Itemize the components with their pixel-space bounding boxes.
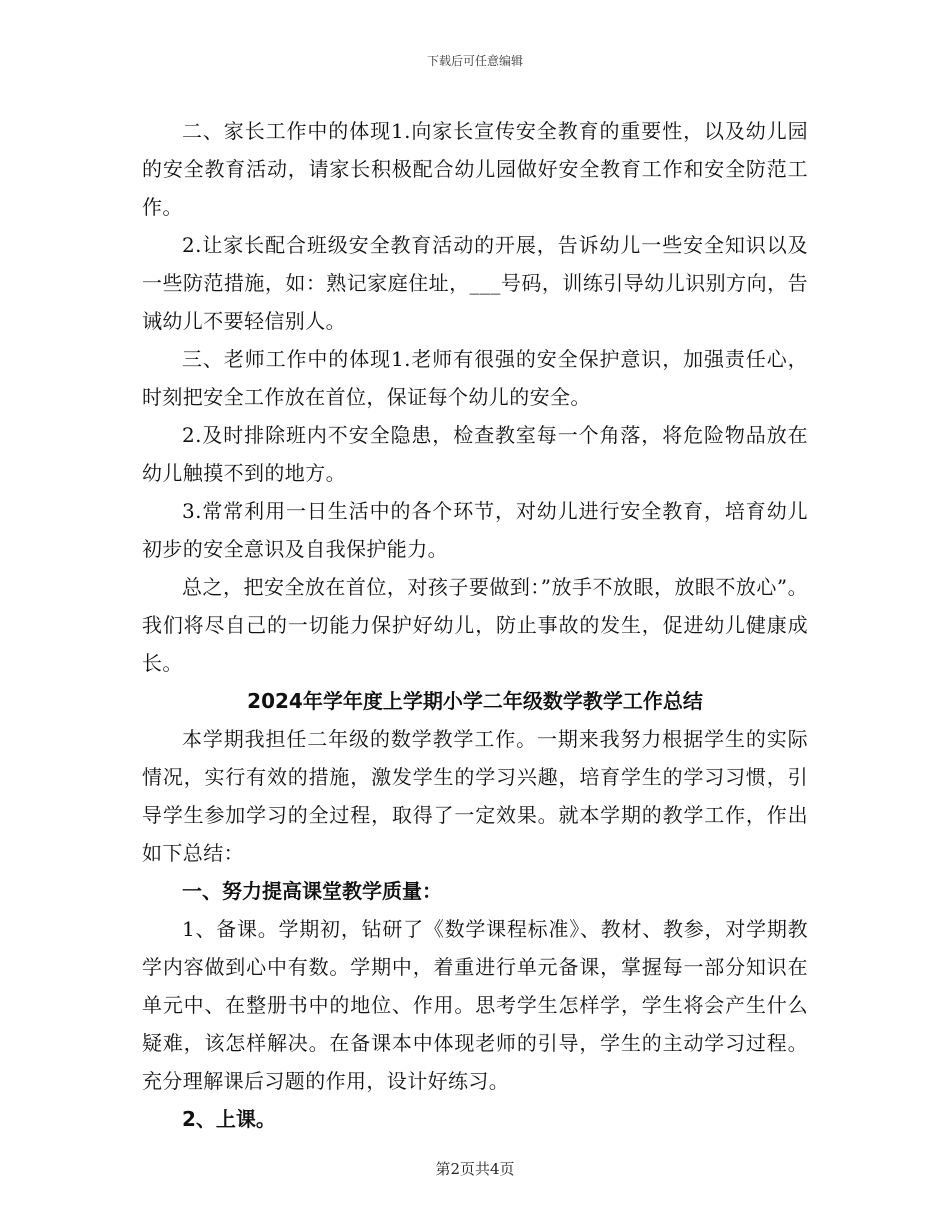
paragraph-remove-hazards: 2.及时排除班内不安全隐患，检查教室每一个角落，将危险物品放在幼儿触摸不到的地方。 [142, 423, 808, 485]
paragraph-parent-cooperation: 2.让家长配合班级安全教育活动的开展，告诉幼儿一些安全知识以及一些防范措施，如：熟记家庭住址，___号码，训练引导幼儿识别方向，告诫幼儿不要轻信别人。 [142, 233, 808, 333]
section-title: 2024年学年度上学期小学二年级数学教学工作总结 [247, 689, 703, 713]
paragraph-teacher-work: 三、老师工作中的体现1.老师有很强的安全保护意识，加强责任心，时刻把安全工作放在首位，保证每个幼儿的安全。 [142, 347, 808, 409]
paragraph-summary: 总之，把安全放在首位，对孩子要做到：”放手不放眼，放眼不放心”。我们将尽自己的一切能力保护好幼儿，防止事故的发生，促进幼儿健康成长。 [142, 575, 808, 675]
heading-class: 2、上课。 [182, 1107, 276, 1131]
paragraph-daily-education: 3.常常利用一日生活中的各个环节，对幼儿进行安全教育，培育幼儿初步的安全意识及自我保护能力。 [142, 499, 808, 561]
paragraph-lesson-prep: 1、备课。学期初，钻研了《数学课程标准》、教材、教参，对学期教学内容做到心中有数。学期中，着重进行单元备课，掌握每一部分知识在单元中、在整册书中的地位、作用。思考学生怎样学，学生将会产生什么疑难，该怎样解决。在备课本中体现老师的引导，学生的主动学习过程。充分理解课后习题的作用，设计好练习。 [142, 917, 808, 1093]
header-note: 下载后可任意编辑 [426, 54, 523, 68]
heading-improve-quality: 一、努力提高课堂教学质量： [182, 879, 442, 903]
paragraph-parent-work: 二、家长工作中的体现1.向家长宣传安全教育的重要性，以及幼儿园的安全教育活动，请家长积极配合幼儿园做好安全教育工作和安全防范工作。 [142, 119, 808, 219]
paragraph-intro: 本学期我担任二年级的数学教学工作。一期来我努力根据学生的实际情况，实行有效的措施，激发学生的学习兴趣，培育学生的学习习惯，引导学生参加学习的全过程，取得了一定效果。就本学期的教学工作，作出如下总结： [142, 727, 808, 865]
document-body [142, 112, 808, 1138]
page-number: 第2页共4页 [435, 1160, 515, 1178]
